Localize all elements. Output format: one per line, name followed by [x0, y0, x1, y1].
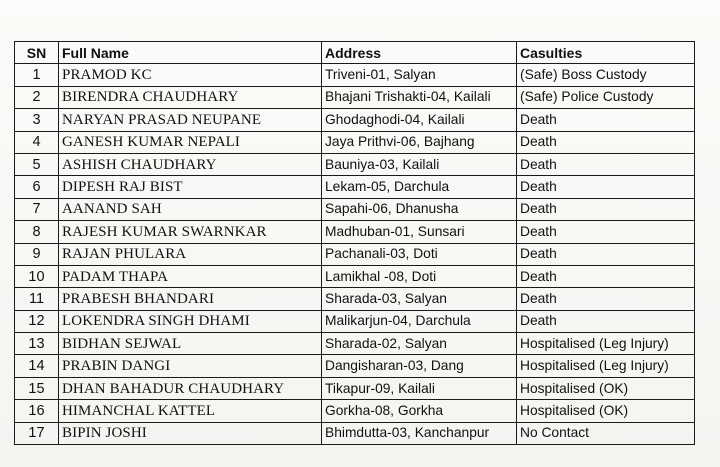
cell-sn: 9 [15, 243, 59, 265]
cell-address: Tikapur-09, Kailali [322, 377, 517, 399]
cell-sn: 13 [15, 333, 59, 355]
casualty-table [14, 41, 695, 445]
cell-casualty: Death [517, 265, 695, 287]
cell-address: Madhuban-01, Sunsari [322, 221, 517, 243]
cell-full-name: LOKENDRA SINGH DHAMI [59, 310, 322, 332]
cell-sn: 15 [15, 377, 59, 399]
table-row [15, 198, 695, 220]
cell-full-name: RAJESH KUMAR SWARNKAR [59, 221, 322, 243]
cell-casualty: Hospitalised (OK) [517, 377, 695, 399]
header-casualties: Casulties [517, 42, 695, 64]
cell-casualty: Hospitalised (Leg Injury) [517, 355, 695, 377]
cell-full-name: DIPESH RAJ BIST [59, 176, 322, 198]
table-row [15, 288, 695, 310]
cell-sn: 5 [15, 153, 59, 175]
cell-sn: 3 [15, 109, 59, 131]
cell-address: Jaya Prithvi-06, Bajhang [322, 131, 517, 153]
cell-sn: 6 [15, 176, 59, 198]
table-body [15, 64, 695, 445]
cell-sn: 14 [15, 355, 59, 377]
cell-address: Malikarjun-04, Darchula [322, 310, 517, 332]
cell-full-name: RAJAN PHULARA [59, 243, 322, 265]
table-row [15, 265, 695, 287]
cell-full-name: BIPIN JOSHI [59, 422, 322, 444]
cell-address: Sharada-03, Salyan [322, 288, 517, 310]
cell-casualty: Death [517, 176, 695, 198]
table-row [15, 355, 695, 377]
cell-full-name: BIRENDRA CHAUDHARY [59, 86, 322, 108]
cell-full-name: AANAND SAH [59, 198, 322, 220]
cell-full-name: GANESH KUMAR NEPALI [59, 131, 322, 153]
cell-sn: 2 [15, 86, 59, 108]
cell-casualty: No Contact [517, 422, 695, 444]
cell-full-name: HIMANCHAL KATTEL [59, 400, 322, 422]
table-row [15, 422, 695, 444]
table-row [15, 86, 695, 108]
cell-address: Bauniya-03, Kailali [322, 153, 517, 175]
cell-casualty: Hospitalised (Leg Injury) [517, 333, 695, 355]
header-row [15, 42, 695, 64]
cell-full-name: PRAMOD KC [59, 64, 322, 86]
header-address: Address [322, 42, 517, 64]
cell-full-name: ASHISH CHAUDHARY [59, 153, 322, 175]
cell-casualty: Death [517, 288, 695, 310]
cell-sn: 16 [15, 400, 59, 422]
header-sn: SN [15, 42, 59, 64]
table-row [15, 131, 695, 153]
cell-sn: 17 [15, 422, 59, 444]
cell-sn: 7 [15, 198, 59, 220]
cell-full-name: BIDHAN SEJWAL [59, 333, 322, 355]
cell-address: Dangisharan-03, Dang [322, 355, 517, 377]
cell-sn: 10 [15, 265, 59, 287]
cell-casualty: Death [517, 131, 695, 153]
table-row [15, 377, 695, 399]
cell-full-name: PRABIN DANGI [59, 355, 322, 377]
table-row [15, 310, 695, 332]
table-row [15, 176, 695, 198]
cell-full-name: DHAN BAHADUR CHAUDHARY [59, 377, 322, 399]
cell-full-name: PADAM THAPA [59, 265, 322, 287]
cell-casualty: Death [517, 243, 695, 265]
table-row [15, 221, 695, 243]
cell-full-name: PRABESH BHANDARI [59, 288, 322, 310]
cell-address: Pachanali-03, Doti [322, 243, 517, 265]
cell-address: Ghodaghodi-04, Kailali [322, 109, 517, 131]
cell-address: Triveni-01, Salyan [322, 64, 517, 86]
cell-casualty: Death [517, 310, 695, 332]
cell-sn: 1 [15, 64, 59, 86]
table-row [15, 153, 695, 175]
cell-casualty: Death [517, 153, 695, 175]
cell-sn: 4 [15, 131, 59, 153]
cell-casualty: Death [517, 109, 695, 131]
cell-address: Sapahi-06, Dhanusha [322, 198, 517, 220]
header-full-name: Full Name [59, 42, 322, 64]
cell-address: Lamikhal -08, Doti [322, 265, 517, 287]
cell-full-name: NARYAN PRASAD NEUPANE [59, 109, 322, 131]
cell-casualty: (Safe) Police Custody [517, 86, 695, 108]
cell-address: Lekam-05, Darchula [322, 176, 517, 198]
cell-casualty: Hospitalised (OK) [517, 400, 695, 422]
cell-address: Sharada-02, Salyan [322, 333, 517, 355]
table-row [15, 400, 695, 422]
cell-casualty: (Safe) Boss Custody [517, 64, 695, 86]
table-row [15, 333, 695, 355]
cell-sn: 12 [15, 310, 59, 332]
cell-address: Bhajani Trishakti-04, Kailali [322, 86, 517, 108]
cell-casualty: Death [517, 221, 695, 243]
table-row [15, 64, 695, 86]
cell-sn: 8 [15, 221, 59, 243]
table-row [15, 243, 695, 265]
cell-address: Bhimdutta-03, Kanchanpur [322, 422, 517, 444]
table-row [15, 109, 695, 131]
cell-casualty: Death [517, 198, 695, 220]
cell-address: Gorkha-08, Gorkha [322, 400, 517, 422]
cell-sn: 11 [15, 288, 59, 310]
